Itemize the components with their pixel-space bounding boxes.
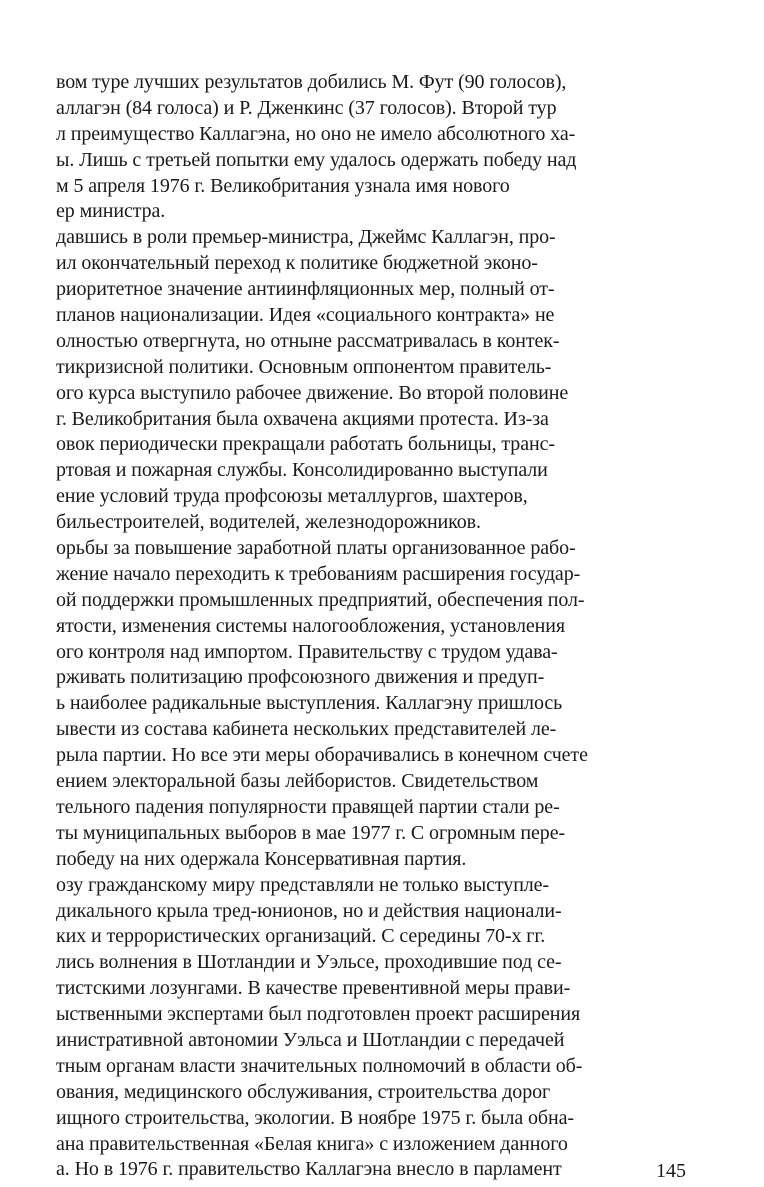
text-line: ил окончательный переход к политике бюджетной эконо- <box>56 252 538 275</box>
text-line: ого контроля над импортом. Правительству с трудом удава- <box>56 640 558 663</box>
text-line: овок периодически прекращали работать больницы, транс- <box>56 433 555 456</box>
text-line: ение условий труда профсоюзы металлургов, шахтеров, <box>56 485 528 508</box>
text-line: ывести из состава кабинета нескольких представителей ле- <box>56 718 557 741</box>
text-line: олностью отвергнута, но отныне рассматривалась в контек- <box>56 329 560 352</box>
body-text <box>56 70 756 1183</box>
text-line: ого курса выступило рабочее движение. Во второй половине <box>56 381 569 404</box>
text-line: ования, медицинского обслуживания, строительства дорог <box>56 1080 551 1103</box>
text-line: тистскими лозунгами. В качестве превентивной меры прави- <box>56 977 571 1000</box>
text-line: а. Но в 1976 г. правительство Каллагэна внесло в парламент <box>56 1158 562 1181</box>
text-line: л преимущество Каллагэна, но оно не имело абсолютного ха- <box>56 122 576 145</box>
text-line: ртовая и пожарная службы. Консолидированно выступали <box>56 459 548 482</box>
text-line: бильестроителей, водителей, железнодорожников. <box>56 511 481 534</box>
text-line: м 5 апреля 1976 г. Великобритания узнала имя нового <box>56 174 510 197</box>
text-line: ой поддержки промышленных предприятий, обеспечения пол- <box>56 588 585 611</box>
text-line: ыственными экспертами был подготовлен проект расширения <box>56 1003 581 1026</box>
text-line: озу гражданскому миру представляли не только выступле- <box>56 873 550 896</box>
text-line: орьбы за повышение заработной платы организованное рабо- <box>56 537 576 560</box>
text-line: ятости, изменения системы налогообложения, установления <box>56 614 565 637</box>
text-line: ты муниципальных выборов в мае 1977 г. С огромным пере- <box>56 821 566 844</box>
text-line: ы. Лишь с третьей попытки ему удалось одержать победу над <box>56 148 577 171</box>
text-line: давшись в роли премьер-министра, Джеймс Каллагэн, про- <box>56 226 556 249</box>
text-line: ищного строительства, экологии. В ноябре 1975 г. была обна- <box>56 1106 574 1129</box>
text-line: инистративной автономии Уэльса и Шотландии с передачей <box>56 1028 565 1051</box>
text-line: дикального крыла тред-юнионов, но и действия национали- <box>56 899 562 922</box>
text-line: г. Великобритания была охвачена акциями протеста. Из-за <box>56 407 549 430</box>
text-line: ана правительственная «Белая книга» с изложением данного <box>56 1132 568 1155</box>
text-line: рживать политизацию профсоюзного движения и предуп- <box>56 666 545 689</box>
text-line: лись волнения в Шотландии и Уэльсе, проходившие под се- <box>56 951 562 974</box>
text-line: вом туре лучших результатов добились М. Фут (90 голосов), <box>56 71 567 93</box>
text-line: планов национализации. Идея «социального контракта» не <box>56 304 555 327</box>
text-line: тикризисной политики. Основным оппонентом правитель- <box>56 355 552 378</box>
page-number: 145 <box>656 1160 686 1182</box>
text-line: риоритетное значение антиинфляционных мер, полный от- <box>56 278 555 301</box>
text-line: рыла партии. Но все эти меры оборачивались в конечном счете <box>56 744 588 767</box>
text-line: аллагэн (84 голоса) и Р. Дженкинс (37 голосов). Второй тур <box>56 96 557 119</box>
text-line: ких и террористических организаций. С середины 70-х гг. <box>56 925 546 948</box>
text-line: победу на них одержала Консервативная партия. <box>56 847 467 870</box>
text-line: тельного падения популярности правящей партии стали ре- <box>56 795 560 818</box>
text-line: ер министра. <box>56 200 166 223</box>
text-line: ь наиболее радикальные выступления. Каллагэну пришлось <box>56 692 563 715</box>
text-line: тным органам власти значительных полномочий в области об- <box>56 1054 583 1077</box>
text-line: жение начало переходить к требованиям расширения государ- <box>56 562 581 585</box>
text-line: ением электоральной базы лейбористов. Свидетельством <box>56 770 539 793</box>
